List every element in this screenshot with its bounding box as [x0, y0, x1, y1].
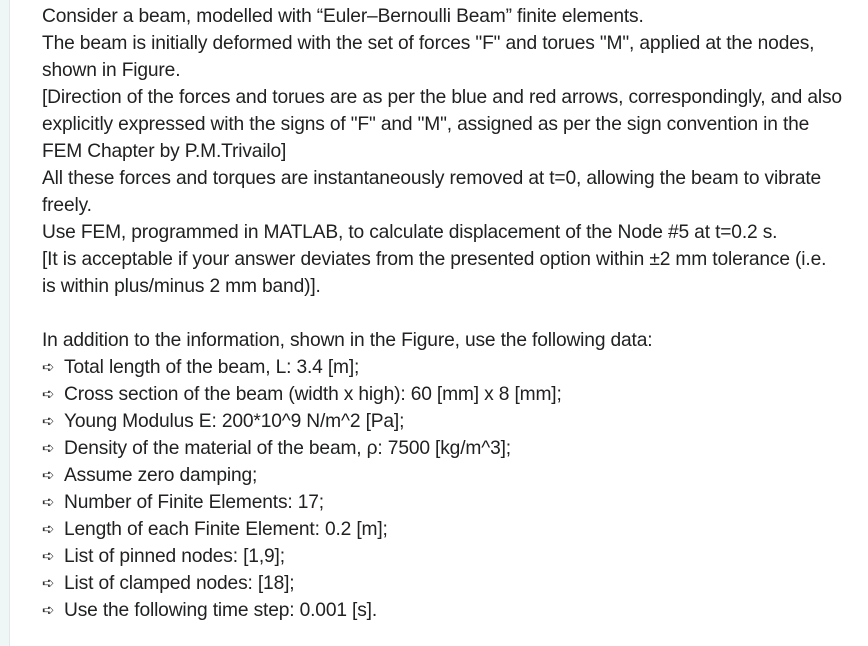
list-item [42, 408, 842, 435]
paragraph-task: Use FEM, programmed in MATLAB, to calculate displacement of the Node #5 at t=0.2 s. [42, 222, 778, 243]
list-item-text: Density of the material of the beam, ρ: 7500 [kg/m^3]; [64, 438, 511, 459]
list-item-text: Cross section of the beam (width x high): 60 [mm] x 8 [mm]; [64, 384, 562, 405]
right-arrow-icon: ➪ [42, 574, 55, 592]
list-item [42, 354, 842, 381]
right-arrow-icon: ➪ [42, 385, 55, 403]
list-item-text: Young Modulus E: 200*10^9 N/m^2 [Pa]; [64, 411, 405, 432]
list-item [42, 435, 842, 462]
left-margin-rule [0, 0, 10, 646]
list-item-text: List of pinned nodes: [1,9]; [64, 546, 285, 567]
list-item [42, 597, 842, 624]
list-item-text: List of clamped nodes: [18]; [64, 573, 295, 594]
paragraph-release: All these forces and torques are instantaneously removed at t=0, allowing the beam to vibrate freely. [42, 168, 822, 216]
right-arrow-icon: ➪ [42, 412, 55, 430]
paragraph-initial-deformation: The beam is initially deformed with the set of forces "F" and torues "M", applied at the nodes, shown in Figure. [42, 33, 815, 81]
blank-line [42, 300, 842, 327]
list-item [42, 516, 842, 543]
list-item [42, 543, 842, 570]
list-item-text: Assume zero damping; [64, 465, 258, 486]
right-arrow-icon: ➪ [42, 466, 55, 484]
list-item-text: Total length of the beam, L: 3.4 [m]; [64, 357, 360, 378]
data-intro: In addition to the information, shown in the Figure, use the following data: [42, 330, 653, 351]
list-item-text: Number of Finite Elements: 17; [64, 492, 324, 513]
question-text [42, 3, 842, 624]
right-arrow-icon: ➪ [42, 493, 55, 511]
data-list [42, 354, 842, 624]
list-item-text: Length of each Finite Element: 0.2 [m]; [64, 519, 388, 540]
list-item [42, 489, 842, 516]
paragraph-intro: Consider a beam, modelled with “Euler–Bernoulli Beam” finite elements. [42, 6, 644, 27]
list-item [42, 381, 842, 408]
right-arrow-icon: ➪ [42, 439, 55, 457]
list-item-text: Use the following time step: 0.001 [s]. [64, 600, 378, 621]
right-arrow-icon: ➪ [42, 358, 55, 376]
paragraph-tolerance: [It is acceptable if your answer deviates from the presented option within ±2 mm tolerance (i.e. is within plus/minus 2 mm band)]. [42, 249, 827, 297]
right-arrow-icon: ➪ [42, 547, 55, 565]
list-item [42, 570, 842, 597]
list-item [42, 462, 842, 489]
paragraph-direction-note: [Direction of the forces and torues are as per the blue and red arrows, correspondingly, and also explicitly expressed with the signs of "F" and "M", assigned as per the sign convention in the FEM Chapter by P.M.Trivailo] [42, 87, 842, 162]
right-arrow-icon: ➪ [42, 520, 55, 538]
right-arrow-icon: ➪ [42, 601, 55, 619]
